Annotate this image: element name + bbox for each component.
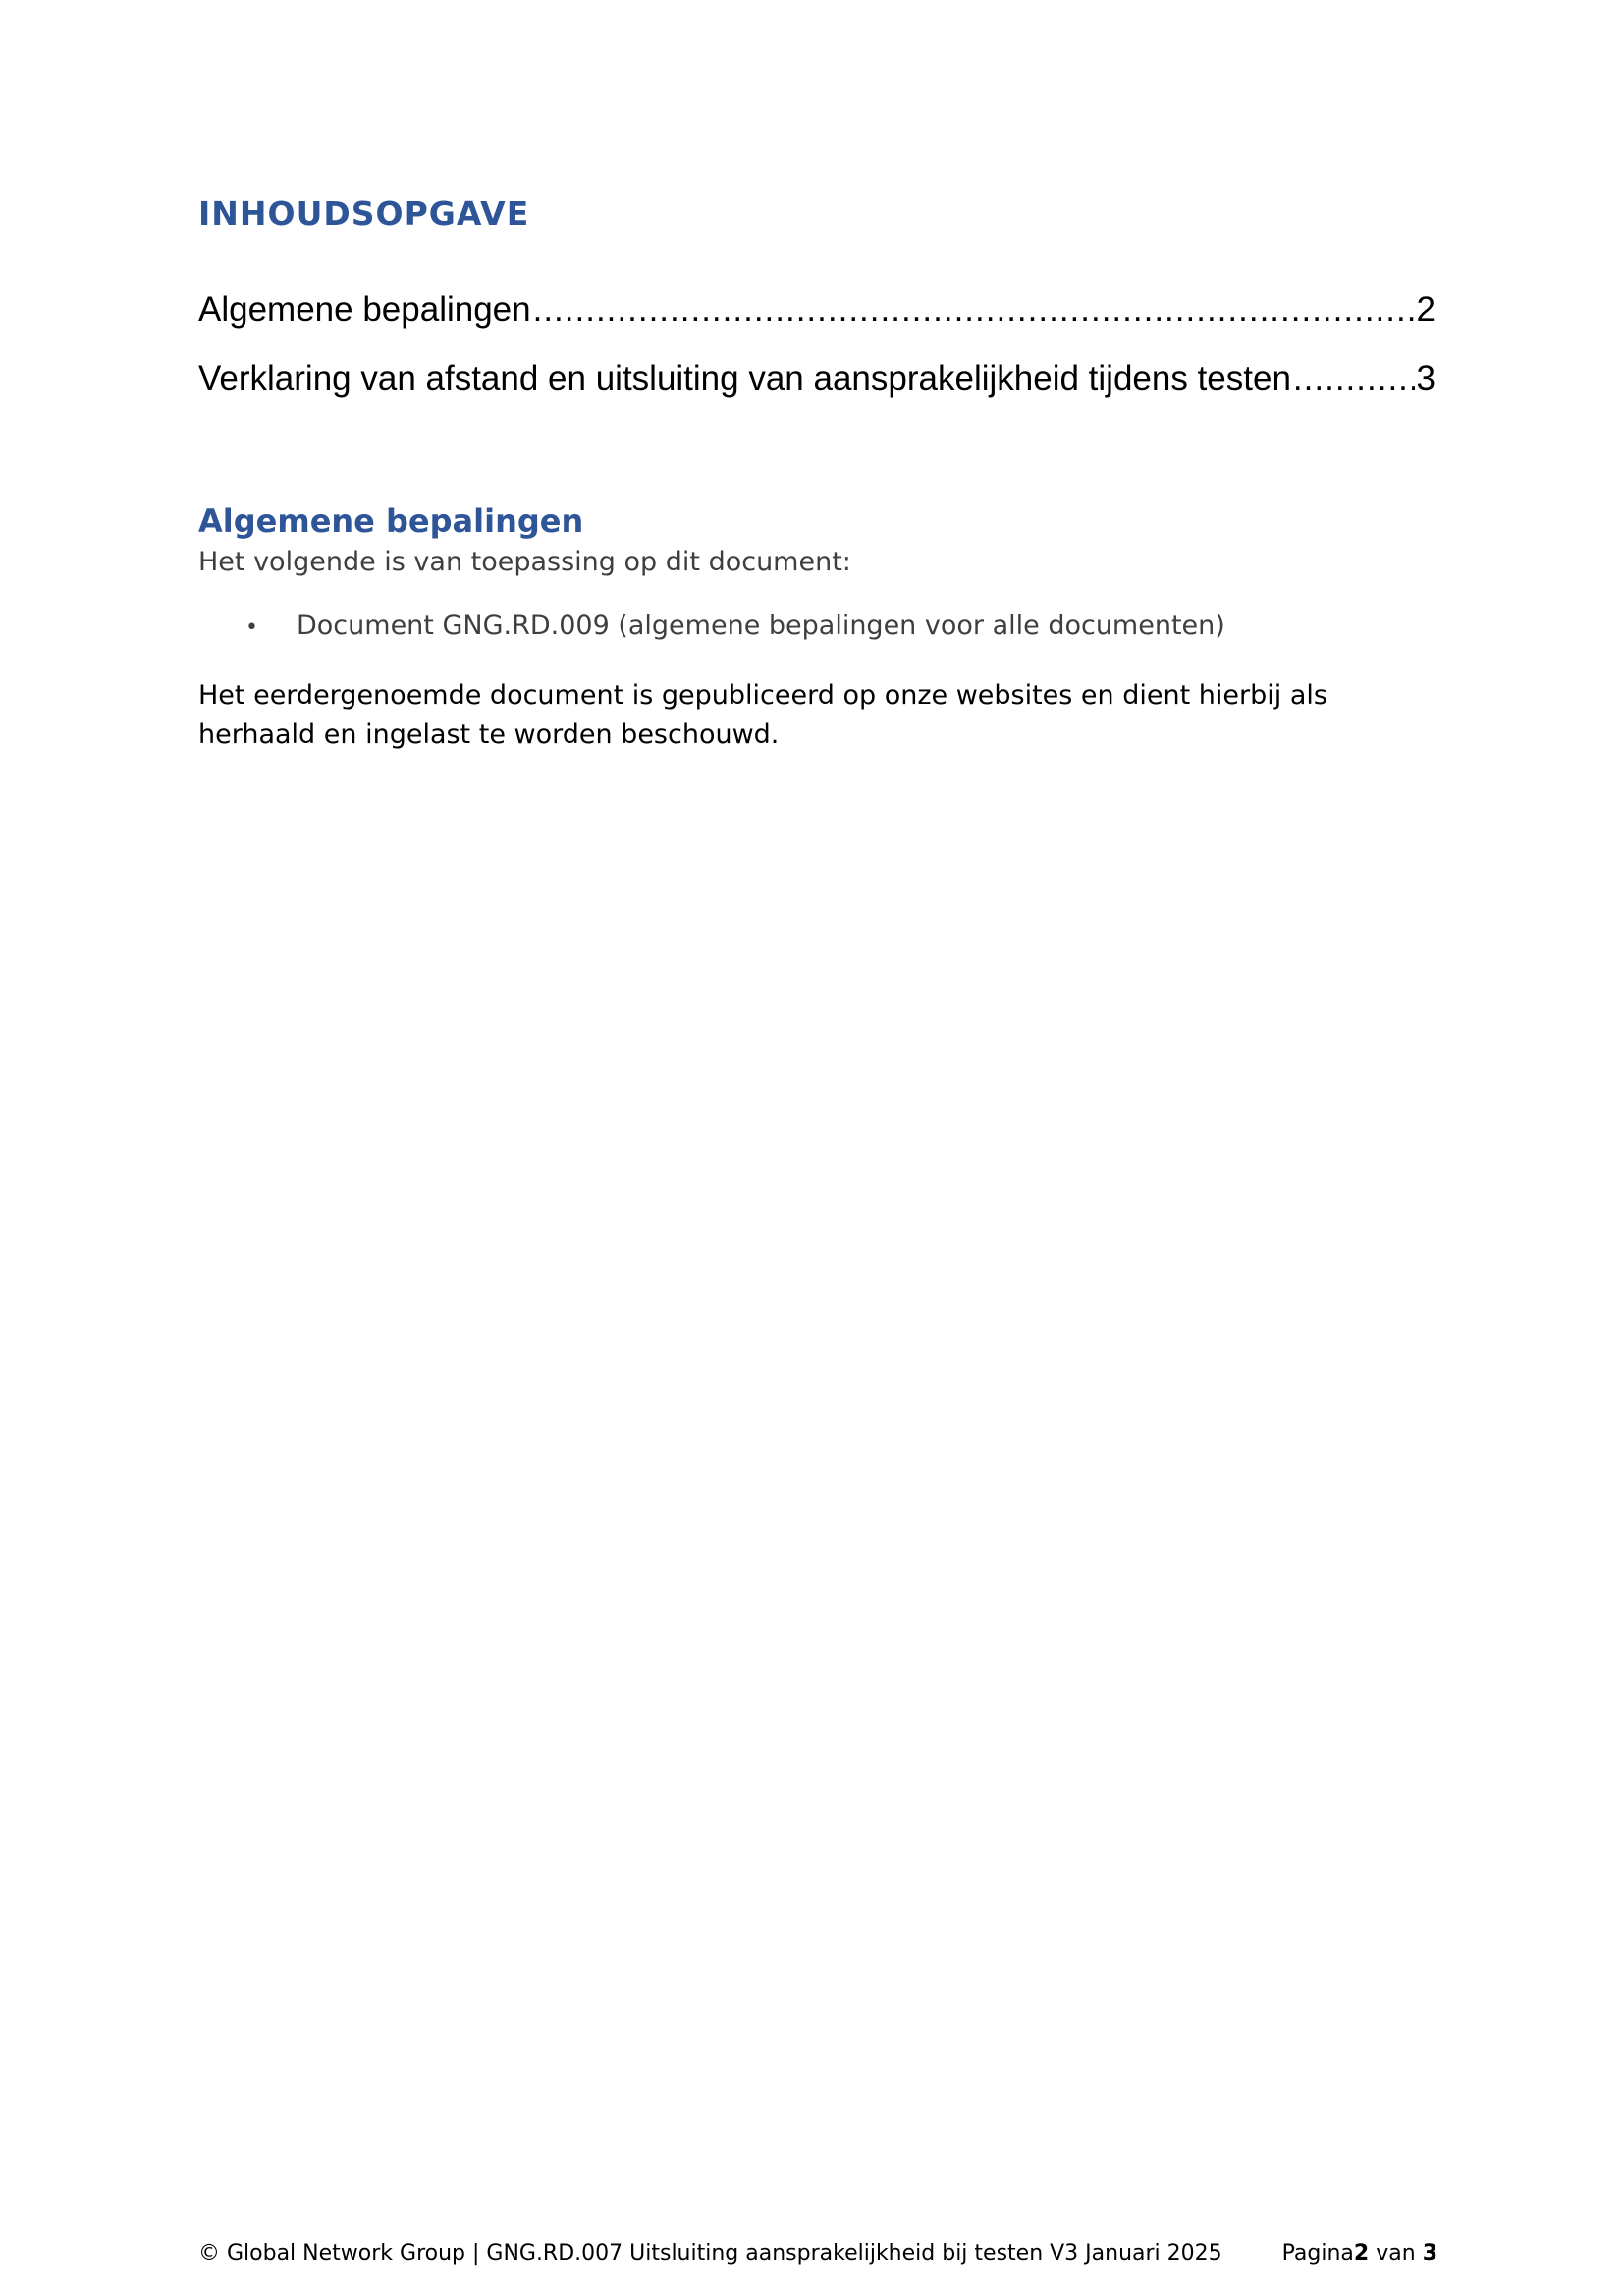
toc-entry-page: 3	[1416, 359, 1435, 398]
list-item-text: Document GNG.RD.009 (algemene bepalingen voor alle documenten)	[297, 611, 1225, 641]
toc-dot-leader	[1293, 359, 1415, 399]
bullet-icon: •	[245, 615, 258, 640]
bullet-list	[245, 611, 1225, 641]
page-label: Pagina	[1281, 2241, 1354, 2266]
toc-entry[interactable]	[198, 359, 1435, 428]
of-label: van	[1376, 2241, 1416, 2266]
total-pages: 3	[1422, 2241, 1437, 2266]
toc-entry-title: Algemene bepalingen	[198, 291, 531, 329]
toc-entry[interactable]	[198, 291, 1435, 359]
toc-entry-title: Verklaring van afstand en uitsluiting van aansprakelijkheid tijdens testen	[198, 359, 1291, 398]
toc-heading: INHOUDSOPGAVE	[198, 194, 530, 233]
toc-entry-page: 2	[1416, 291, 1435, 329]
toc-dot-leader	[533, 291, 1415, 330]
body-paragraph: Het eerdergenoemde document is gepubliceerd op onze websites en dient hierbij als herhaald en ingelast te worden beschouwd.	[198, 680, 1327, 750]
current-page: 2	[1353, 2241, 1370, 2266]
table-of-contents	[198, 291, 1435, 428]
section-intro: Het volgende is van toepassing op dit document:	[198, 547, 851, 577]
list-item	[245, 611, 1225, 641]
page-number	[1282, 2241, 1437, 2266]
footer-text: © Global Network Group | GNG.RD.007 Uitsluiting aansprakelijkheid bij testen V3 Januari 2025	[198, 2241, 1222, 2266]
section-heading: Algemene bepalingen	[198, 503, 584, 540]
page-footer	[198, 2241, 1437, 2266]
